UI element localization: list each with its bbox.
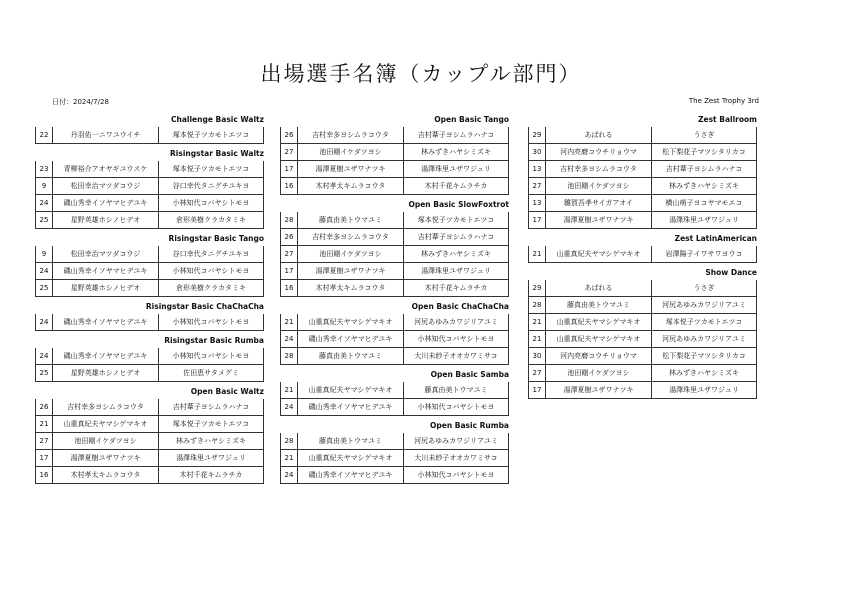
partner-name: 小林知代コバヤシトモヨ [172,199,250,207]
partner-name: 松下梨花子マツシタリカコ [662,148,746,156]
leader-name: あばれる [546,127,652,143]
entry-number: 28 [281,212,298,228]
entry-number: 28 [281,433,298,449]
partner-name: 佐田恵サタメグミ [183,369,239,377]
leader-name: 湯澤夏樹ユザワナツキ [546,382,652,398]
leader-name: 吉村幸多ヨシムラコウタ [546,161,652,177]
entry-number: 17 [281,161,298,177]
table-row [35,263,264,280]
partner-name: 倉形美樹クラカタミキ [176,284,246,292]
partner-name: 木村千花キムラチカ [424,182,488,190]
partner-name: 林みずきハヤシミズキ [176,437,246,445]
leader-name: 藤真由美トウマユミ [298,212,404,228]
entry-number: 16 [281,178,298,194]
table-row [35,178,264,195]
entry-number: 29 [529,280,546,296]
category-section [280,112,509,195]
table-row [528,331,757,348]
date-label: 日付：2024/7/28 [52,98,109,106]
category-section [528,112,757,229]
category-title: Open Basic Tango [434,115,509,124]
leader-name: 磯山秀幸イソヤマヒデユキ [298,467,404,483]
leader-name: 山重真紀夫ヤマシゲマキオ [546,246,652,262]
table-row [528,246,757,263]
table-row [280,314,509,331]
table-row [35,212,264,229]
entry-number: 26 [36,399,53,415]
table-row [35,399,264,416]
partner-name: 林みずきハヤシミズキ [421,148,491,156]
category-title: Show Dance [705,268,757,277]
partner-name: 小林知代コバヤシトモヨ [172,267,250,275]
partner-name: 吉村葦子ヨシムラハナコ [172,403,250,411]
table-row [35,161,264,178]
category-title: Open Basic Waltz [190,387,264,396]
table-row [35,246,264,263]
category-section [280,299,509,365]
entry-number: 25 [36,212,53,228]
entry-number: 17 [36,450,53,466]
table-row [35,433,264,450]
table-row [35,416,264,433]
partner-name: 岩澤陽子イワサワヨウコ [665,250,743,258]
partner-name: 塚本悦子ツカモトエツコ [665,318,743,326]
table-row [35,467,264,484]
category-section [35,231,264,297]
leader-name: 木村孝太キムラコウタ [298,280,404,296]
entry-number: 21 [529,314,546,330]
entry-number: 9 [36,178,53,194]
partner-name: 松下梨花子マツシタリカコ [662,352,746,360]
entry-number: 22 [36,127,53,143]
category-title: Open Basic SlowFoxtrot [408,200,509,209]
leader-name: 山重真紀夫ヤマシゲマキオ [546,331,652,347]
table-row [280,161,509,178]
partner-name: 藤真由美トウマユミ [424,386,488,394]
category-section [35,112,264,144]
category-section [35,146,264,229]
category-title: Zest LatinAmerican [674,234,757,243]
partner-name: 小林知代コバヤシトモヨ [172,352,250,360]
table-row [280,246,509,263]
category-title: Risingstar Basic ChaChaCha [145,302,264,311]
partner-name: 横山萌子ヨコヤマモエコ [665,199,743,207]
partner-name: 木村千花キムラチカ [424,284,488,292]
category-title: Open Basic Rumba [429,421,509,430]
table-row [528,382,757,399]
entry-number: 25 [36,365,53,381]
category-section [35,299,264,331]
leader-name: 木村孝太キムラコウタ [53,467,159,483]
table-row [280,144,509,161]
entry-number: 13 [529,195,546,211]
leader-name: 磯山秀幸イソヤマヒデユキ [53,195,159,211]
table-row [528,127,757,144]
category-title: Open Basic Samba [430,370,509,379]
leader-name: 河内亮磨コウチリョウマ [546,144,652,160]
table-row [528,297,757,314]
entry-number: 23 [36,161,53,177]
partner-name: 林みずきハヤシミズキ [421,250,491,258]
category-section [280,197,509,297]
category-title: Risingstar Basic Waltz [170,149,264,158]
table-row [528,212,757,229]
entry-number: 21 [281,450,298,466]
leader-name: 湯澤夏樹ユザワナツキ [546,212,652,228]
entry-number: 21 [36,416,53,432]
leader-name: 星野英雄ホシノヒデオ [53,212,159,228]
entry-number: 26 [281,127,298,143]
partner-name: 河尻あゆみカワジリアユミ [662,335,746,343]
table-row [280,467,509,484]
entry-number: 17 [529,382,546,398]
partner-name: 谷口幸代タニグチユキヨ [172,250,250,258]
partner-name: 小林知代コバヤシトモヨ [417,335,495,343]
table-row [35,127,264,144]
entry-number: 27 [281,144,298,160]
partner-name: 塚本悦子ツカモトエツコ [172,131,250,139]
table-row [280,280,509,297]
table-row [280,212,509,229]
category-section [35,333,264,382]
partner-name: うさぎ [693,131,715,139]
entry-number: 26 [281,229,298,245]
partner-name: 大川未紗子オオカワミサコ [414,454,498,462]
table-row [280,331,509,348]
entry-number: 27 [36,433,53,449]
partner-name: 湯澤珠里ユザワジュリ [176,454,246,462]
leader-name: 湯澤夏樹ユザワナツキ [53,450,159,466]
leader-name: 藤真由美トウマユミ [546,297,652,313]
category-title: Risingstar Basic Tango [168,234,264,243]
entry-number: 17 [529,212,546,228]
column-middle [280,112,509,486]
table-row [35,365,264,382]
partner-name: 大川未紗子オオカワミサコ [414,352,498,360]
leader-name: 松田幸治マツダコウジ [53,178,159,194]
leader-name: 池田剛イケダツヨシ [546,365,652,381]
entry-number: 13 [529,161,546,177]
entry-number: 21 [281,382,298,398]
entry-number: 28 [529,297,546,313]
table-row [528,144,757,161]
page-title: 出場選手名簿（カップル部門） [260,62,582,86]
partner-name: 林みずきハヤシミズキ [669,369,739,377]
category-title: Zest Ballroom [698,115,757,124]
entry-number: 17 [281,263,298,279]
leader-name: 池田剛イケダツヨシ [53,433,159,449]
leader-name: 湯澤夏樹ユザワナツキ [298,161,404,177]
entry-number: 27 [281,246,298,262]
table-row [528,178,757,195]
table-row [35,314,264,331]
partner-name: 木村千花キムラチカ [179,471,243,479]
table-row [280,127,509,144]
table-row [528,280,757,297]
table-row [528,195,757,212]
entry-number: 29 [529,127,546,143]
category-section [280,418,509,484]
category-section [528,265,757,399]
table-row [528,365,757,382]
entry-number: 21 [529,331,546,347]
table-row [35,280,264,297]
partner-name: 湯澤珠里ユザワジュリ [669,386,739,394]
entry-number: 24 [36,195,53,211]
entry-number: 24 [36,348,53,364]
partner-name: 塚本悦子ツカモトエツコ [417,216,495,224]
column-left [35,112,264,486]
category-section [35,384,264,484]
partner-name: 河尻あゆみカワジリアユミ [662,301,746,309]
partner-name: 湯澤珠里ユザワジュリ [421,267,491,275]
table-row [280,348,509,365]
entry-number: 24 [36,314,53,330]
entry-number: 24 [281,467,298,483]
event-name: The Zest Trophy 3rd [688,97,759,105]
category-title: Challenge Basic Waltz [171,115,264,124]
entry-number: 16 [36,467,53,483]
leader-name: 吉村幸多ヨシムラコウタ [53,399,159,415]
category-section [280,367,509,416]
table-row [280,263,509,280]
leader-name: 湯澤夏樹ユザワナツキ [298,263,404,279]
entry-number: 30 [529,144,546,160]
entry-number: 30 [529,348,546,364]
partner-name: 吉村葦子ヨシムラハナコ [417,131,495,139]
partner-name: 小林知代コバヤシトモヨ [417,471,495,479]
entry-number: 27 [529,178,546,194]
table-row [528,314,757,331]
category-section [528,231,757,263]
leader-name: 山重真紀夫ヤマシゲマキオ [298,450,404,466]
leader-name: 磯山秀幸イソヤマヒデユキ [298,331,404,347]
leader-name: 星野英雄ホシノヒデオ [53,365,159,381]
column-right [528,112,757,401]
table-row [35,195,264,212]
category-title: Open Basic ChaChaCha [411,302,509,311]
leader-name: 池田剛イケダツヨシ [546,178,652,194]
entry-number: 25 [36,280,53,296]
leader-name: 山重真紀夫ヤマシゲマキオ [298,314,404,330]
partner-name: 湯澤珠里ユザワジュリ [421,165,491,173]
table-row [35,450,264,467]
partner-name: 塚本悦子ツカモトエツコ [172,165,250,173]
leader-name: 吉村幸多ヨシムラコウタ [298,127,404,143]
leader-name: 藤真由美トウマユミ [298,348,404,364]
partner-name: 吉村葦子ヨシムラハナコ [417,233,495,241]
leader-name: 丹羽佑一ニワユウイチ [53,127,159,143]
leader-name: 池田剛イケダツヨシ [298,144,404,160]
entry-number: 24 [281,331,298,347]
table-row [528,161,757,178]
leader-name: あばれる [546,280,652,296]
table-row [280,450,509,467]
leader-name: 池田剛イケダツヨシ [298,246,404,262]
entry-number: 21 [281,314,298,330]
partner-name: 林みずきハヤシミズキ [669,182,739,190]
entry-number: 28 [281,348,298,364]
entry-number: 21 [529,246,546,262]
leader-name: 吉村幸多ヨシムラコウタ [298,229,404,245]
leader-name: 山重真紀夫ヤマシゲマキオ [298,382,404,398]
leader-name: 青柳裕介アオヤギユウスケ [53,161,159,177]
partner-name: 小林知代コバヤシトモヨ [417,403,495,411]
partner-name: 河尻あゆみカワジリアユミ [414,437,498,445]
category-title: Risingstar Basic Rumba [164,336,264,345]
leader-name: 藤真由美トウマユミ [298,433,404,449]
table-row [280,399,509,416]
partner-name: 河尻あゆみカワジリアユミ [414,318,498,326]
leader-name: 河内亮磨コウチリョウマ [546,348,652,364]
leader-name: 星野英雄ホシノヒデオ [53,280,159,296]
partner-name: 谷口幸代タニグチユキヨ [172,182,250,190]
table-row [280,229,509,246]
table-row [35,348,264,365]
partner-name: 小林知代コバヤシトモヨ [172,318,250,326]
leader-name: 雛賀吾孝サイガアオイ [546,195,652,211]
partner-name: 湯澤珠里ユザワジュリ [669,216,739,224]
leader-name: 磯山秀幸イソヤマヒデユキ [298,399,404,415]
table-row [280,178,509,195]
entry-number: 24 [281,399,298,415]
table-row [280,433,509,450]
entry-number: 16 [281,280,298,296]
leader-name: 松田幸治マツダコウジ [53,246,159,262]
table-row [528,348,757,365]
table-row [280,382,509,399]
partner-name: 倉形美樹クラカタミキ [176,216,246,224]
leader-name: 山重真紀夫ヤマシゲマキオ [546,314,652,330]
leader-name: 磯山秀幸イソヤマヒデユキ [53,263,159,279]
leader-name: 磯山秀幸イソヤマヒデユキ [53,314,159,330]
partner-name: 吉村葦子ヨシムラハナコ [665,165,743,173]
entry-number: 9 [36,246,53,262]
leader-name: 山重真紀夫ヤマシゲマキオ [53,416,159,432]
partner-name: うさぎ [693,284,715,292]
partner-name: 塚本悦子ツカモトエツコ [172,420,250,428]
leader-name: 磯山秀幸イソヤマヒデユキ [53,348,159,364]
entry-number: 27 [529,365,546,381]
leader-name: 木村孝太キムラコウタ [298,178,404,194]
entry-number: 24 [36,263,53,279]
